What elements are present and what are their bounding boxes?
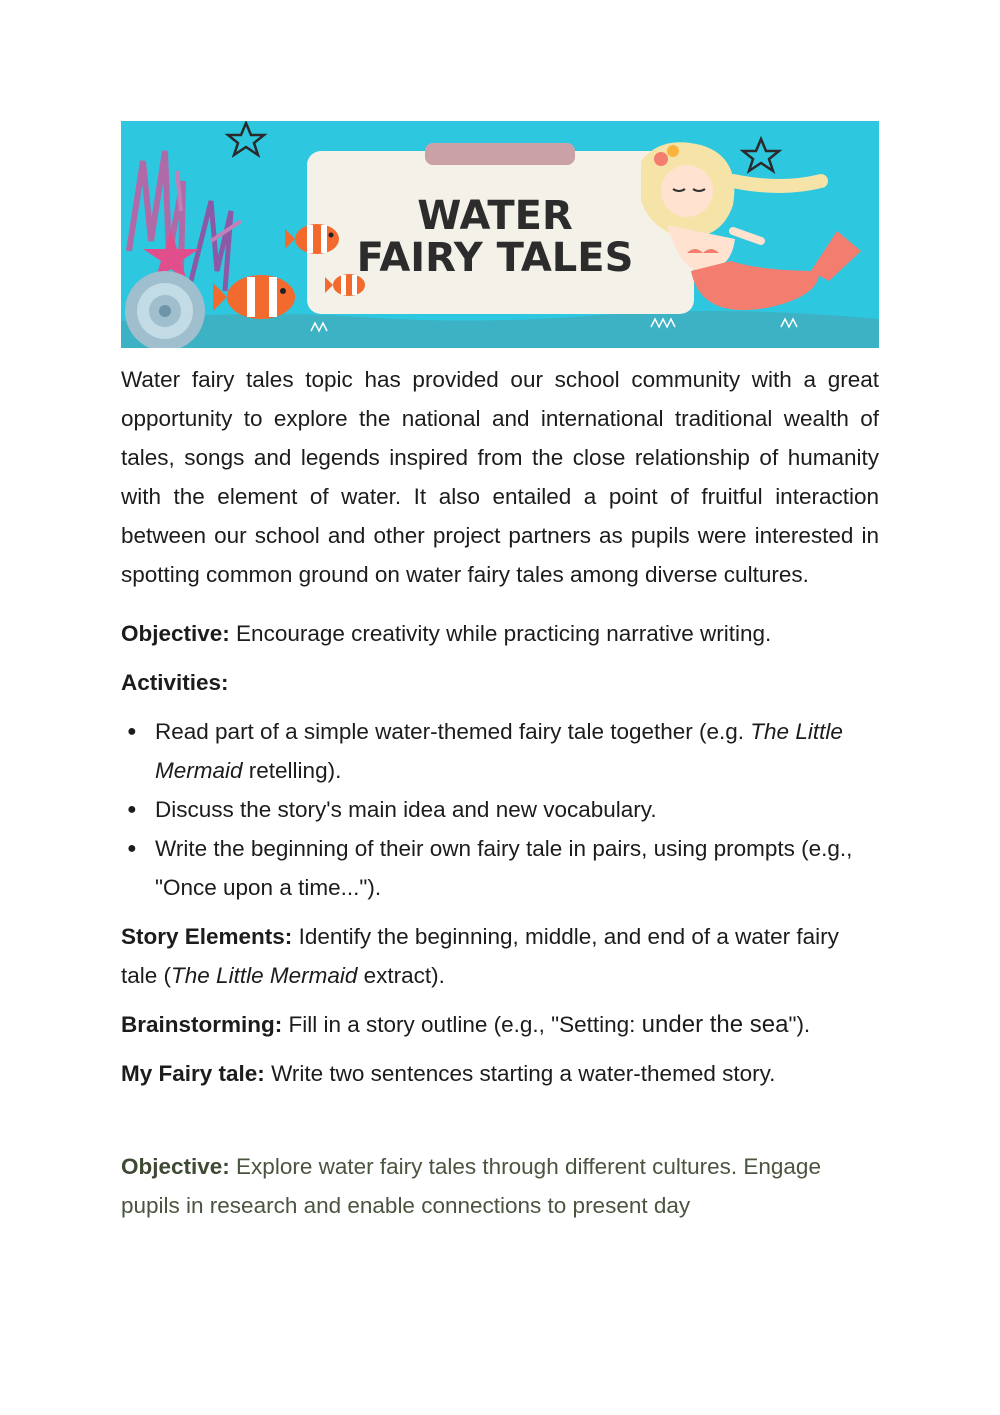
story-elements-line — [121, 917, 879, 995]
activity-text: Read part of a simple water-themed fairy tale together (e.g. — [155, 719, 751, 744]
second-objective-label: Objective: — [121, 1154, 230, 1179]
brainstorming-line — [121, 1005, 879, 1044]
my-fairy-tale-line — [121, 1054, 879, 1093]
coral-shell — [125, 271, 205, 348]
banner-illustration — [121, 121, 879, 348]
my-fairy-tale-text: Write two sentences starting a water-themed story. — [264, 1061, 776, 1086]
story-elements-emphasis: The Little Mermaid — [171, 963, 358, 988]
story-elements-text: Identify the beginning, middle, and end of a water fairy tale ( — [121, 924, 839, 988]
activity-text: Discuss the story's main idea and new vocabulary. — [155, 797, 657, 822]
story-elements-text: extract). — [357, 963, 445, 988]
bullet-icon: ● — [127, 801, 137, 818]
activity-text: Write the beginning of their own fairy tale in pairs, using prompts (e.g., "Once upon a time..."). — [155, 836, 853, 900]
intro-paragraph: Water fairy tales topic has provided our school community with a great opportunity to explore the national and international traditional wealth of tales, songs and legends inspired from the close relationship of humanity with the element of water. It also entailed a point of fruitful interaction between our school and other project partners as pupils were interested in spotting common ground on water fairy tales among diverse cultures. — [121, 367, 879, 587]
second-objective-text: Explore water fairy tales through different cultures. Engage pupils in research and enable connections to present day — [121, 1154, 821, 1218]
activity-text: retelling). — [242, 758, 342, 783]
brainstorming-setting: under the sea — [641, 1011, 789, 1038]
list-item — [121, 790, 879, 829]
activities-heading: Activities: — [121, 670, 229, 695]
tape-tab — [425, 143, 575, 165]
story-elements-label: Story Elements: — [121, 924, 293, 949]
brainstorming-text: Fill in a story outline (e.g., "Setting: — [282, 1012, 642, 1037]
objective-line — [121, 614, 879, 653]
second-objective-line — [121, 1147, 879, 1225]
bullet-icon: ● — [127, 723, 137, 740]
list-item — [121, 712, 879, 790]
objective-text: Encourage creativity while practicing narrative writing. — [229, 621, 772, 646]
brainstorming-label: Brainstorming: — [121, 1012, 283, 1037]
banner-image — [121, 121, 879, 348]
my-fairy-tale-label: My Fairy tale: — [121, 1061, 265, 1086]
list-item — [121, 829, 879, 907]
activity-title-emphasis: The Little Mermaid — [155, 719, 843, 783]
document-body — [121, 360, 879, 1225]
objective-label: Objective: — [121, 621, 230, 646]
banner-title-line1: WATER — [417, 193, 573, 239]
activities-list — [121, 712, 879, 907]
banner-title-line2: FAIRY TALES — [356, 235, 634, 281]
bullet-icon: ● — [127, 840, 137, 857]
brainstorming-text: "). — [788, 1012, 811, 1037]
